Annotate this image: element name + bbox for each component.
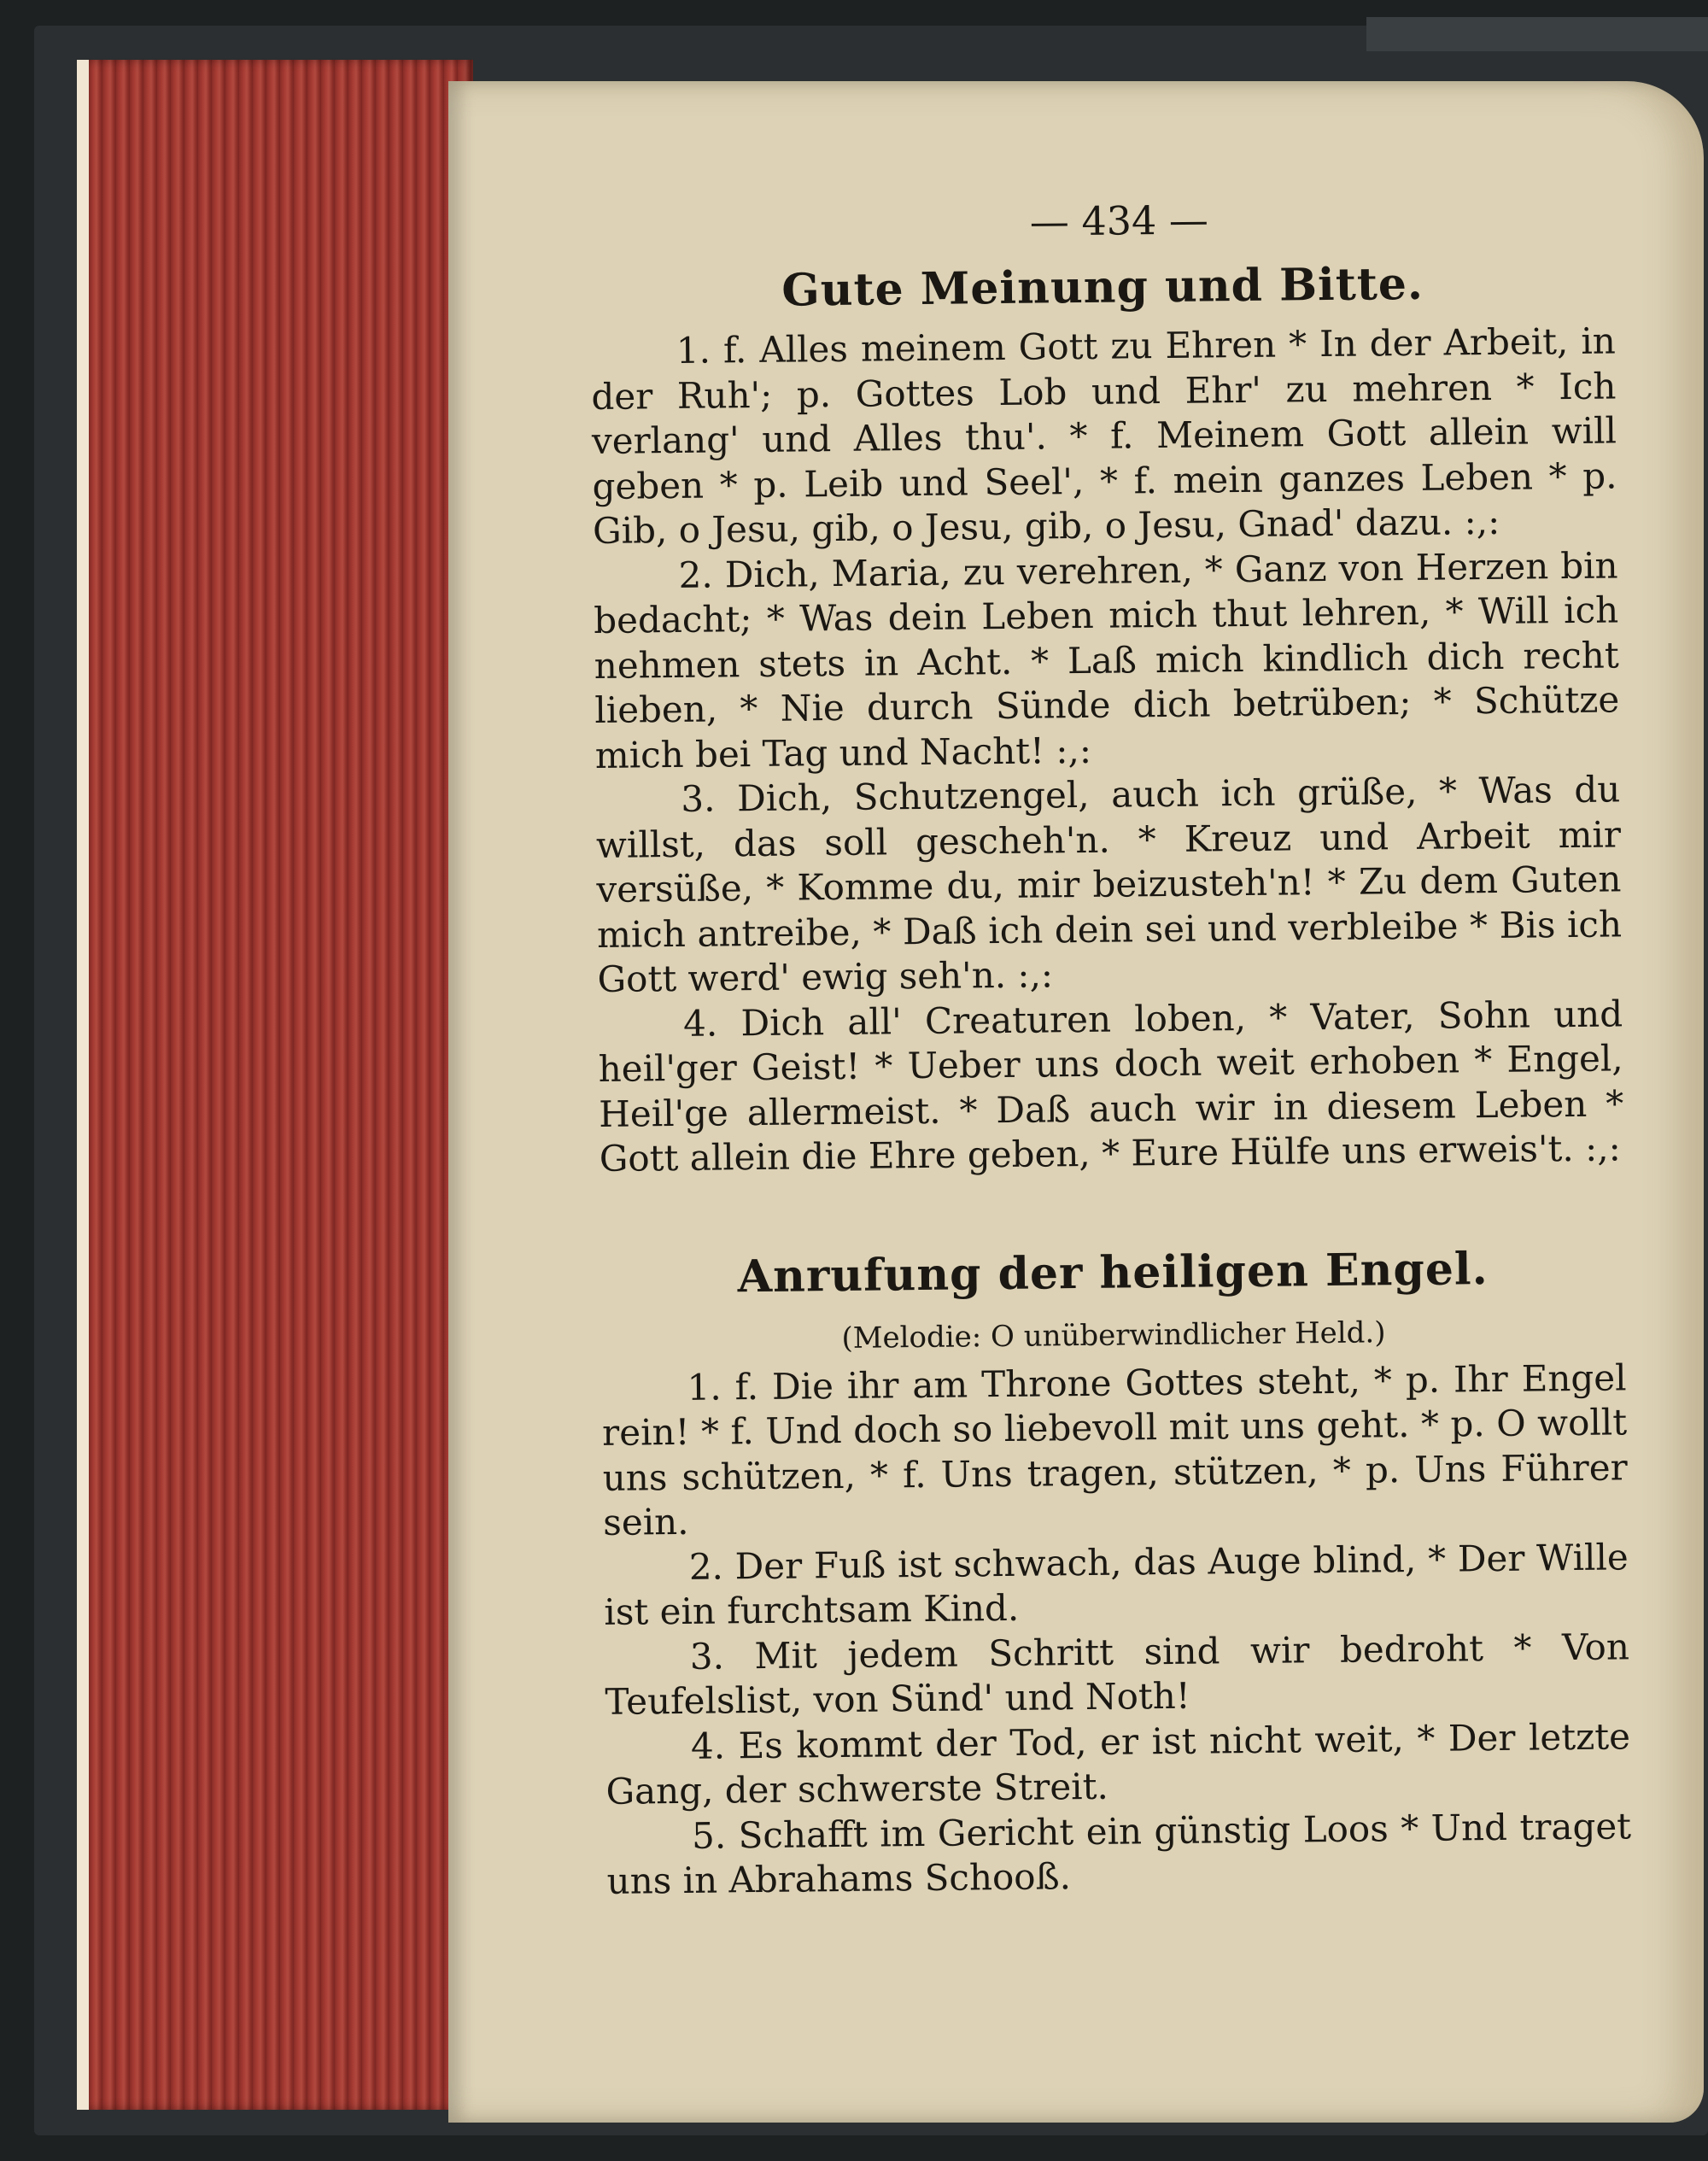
stanza: 4. Dich all' Creaturen loben, * Vater, Sohn und heil'ger Geist! * Ueber uns doch weit erhoben * Engel, Heil'ge allermeist. * Daß auch wir in diesem Leben * Gott allein die Ehre geben, * Eure Hülfe uns erweis't. :,: xyxy=(598,992,1624,1180)
stanza: 1. f. Alles meinem Gott zu Ehren * In der Arbeit, in der Ruh'; p. Gottes Lob und Ehr' zu mehren * Ich verlang' und Alles thu'. * f. Meinem Gott allein will geben * p. Leib und Seel', * f. mein ganzes Leben * p. Gib, o Jesu, gib, o Jesu, gib, o Jesu, Gnad' dazu. :,: xyxy=(591,319,1617,552)
section-title-anrufung: Anrufung der heiligen Engel. xyxy=(737,1242,1489,1303)
stanza: 3. Dich, Schutzengel, auch ich grüße, * Was du willst, das soll gescheh'n. * Kreuz und Arbeit mir versüße, * Komme du, mir beizusteh'n! * Zu dem Guten mich antreibe, * Daß ich dein sei und verbleibe * Bis ich Gott werd' ewig seh'n. :,: xyxy=(595,768,1623,1000)
cover-top-edge xyxy=(1366,17,1708,51)
stanza: 3. Mit jedem Schritt sind wir bedroht * Von Teufelslist, von Sünd' und Noth! xyxy=(605,1625,1630,1723)
stanza: 5. Schafft im Gericht ein günstig Loos * Und traget uns in Abrahams Schooß. xyxy=(606,1804,1632,1902)
page-text xyxy=(589,185,1632,1904)
stanza: 2. Dich, Maria, zu verehren, * Ganz von Herzen bin bedacht; * Was dein Leben mich thut lehren, * Will ich nehmen stets in Acht. * Laß mich kindlich dich recht lieben, * Nie durch Sünde dich betrüben; * Schütze mich bei Tag und Nacht! :,: xyxy=(593,543,1620,776)
melody-note: (Melodie: O unüberwindlicher Held.) xyxy=(841,1315,1386,1356)
stanza: 4. Es kommt der Tod, er ist nicht weit, * Der letzte Gang, der schwerste Streit. xyxy=(605,1714,1631,1813)
stanza: 2. Der Fuß ist schwach, das Auge blind, * Der Wille ist ein furchtsam Kind. xyxy=(604,1535,1629,1633)
red-page-edges xyxy=(77,60,473,2110)
page-number: — 434 — xyxy=(1029,196,1209,245)
stanza: 1. f. Die ihr am Throne Gottes steht, * p. Ihr Engel rein! * f. Und doch so liebevoll mit uns geht. * p. O wollt uns schützen, * f. Uns tragen, stützen, * p. Uns Führer sein. xyxy=(601,1356,1628,1543)
section-title-gute-meinung: Gute Meinung und Bitte. xyxy=(781,257,1424,317)
